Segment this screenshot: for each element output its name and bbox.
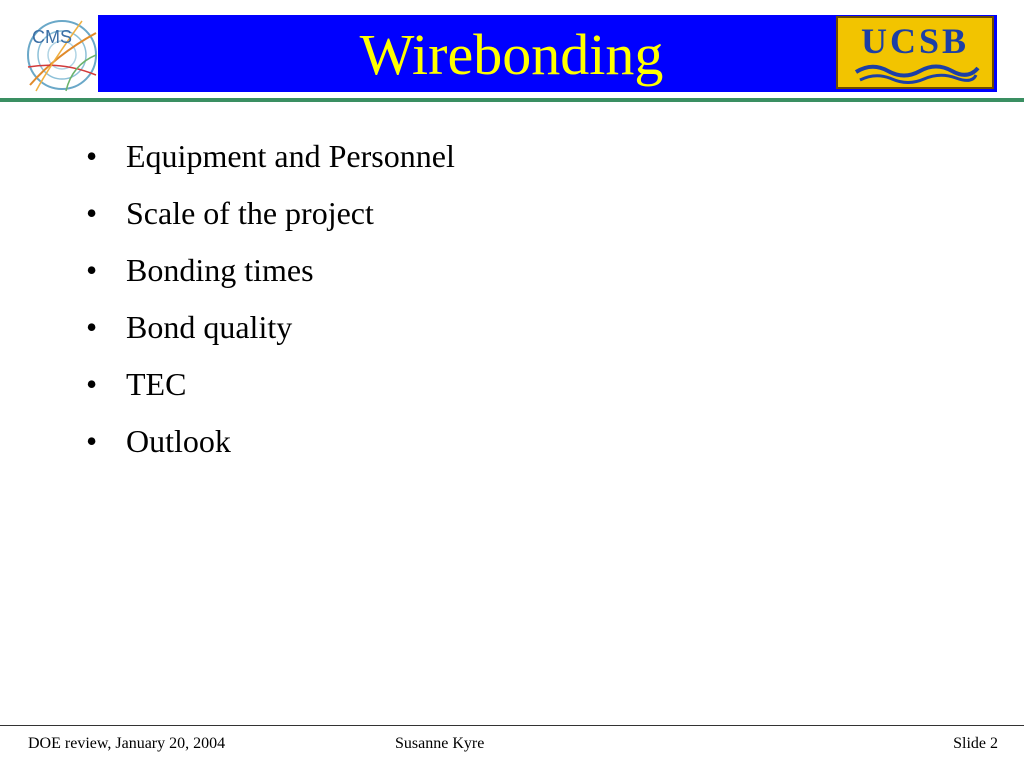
bullet-text: Bonding times [126,252,314,288]
list-item [86,242,455,299]
list-item [86,356,455,413]
title-bar [26,15,997,92]
cms-logo-text: CMS [32,27,72,47]
bullet-text: Scale of the project [126,195,374,231]
bullet-icon: • [86,252,98,288]
bullet-text: TEC [126,366,187,402]
bullet-list [86,128,455,470]
bullet-icon: • [86,195,98,231]
bullet-icon: • [86,423,98,459]
ucsb-logo-text: UCSB [860,21,970,61]
bullet-icon: • [86,138,98,174]
list-item [86,128,455,185]
list-item [86,185,455,242]
bullet-icon: • [86,366,98,402]
wave-icon [854,62,980,84]
bullet-icon: • [86,309,98,345]
slide-title: Wirebonding [359,22,664,87]
bullet-text: Equipment and Personnel [126,138,455,174]
footer-date: DOE review, January 20, 2004 [28,735,226,752]
slide-number: Slide 2 [953,735,998,752]
bullet-text: Outlook [126,423,231,459]
header-divider [0,98,1024,102]
footer-divider [0,725,1024,726]
footer-author: Susanne Kyre [395,735,485,752]
list-item [86,413,455,470]
ucsb-logo-icon [836,16,994,89]
list-item [86,299,455,356]
bullet-text: Bond quality [126,309,293,345]
